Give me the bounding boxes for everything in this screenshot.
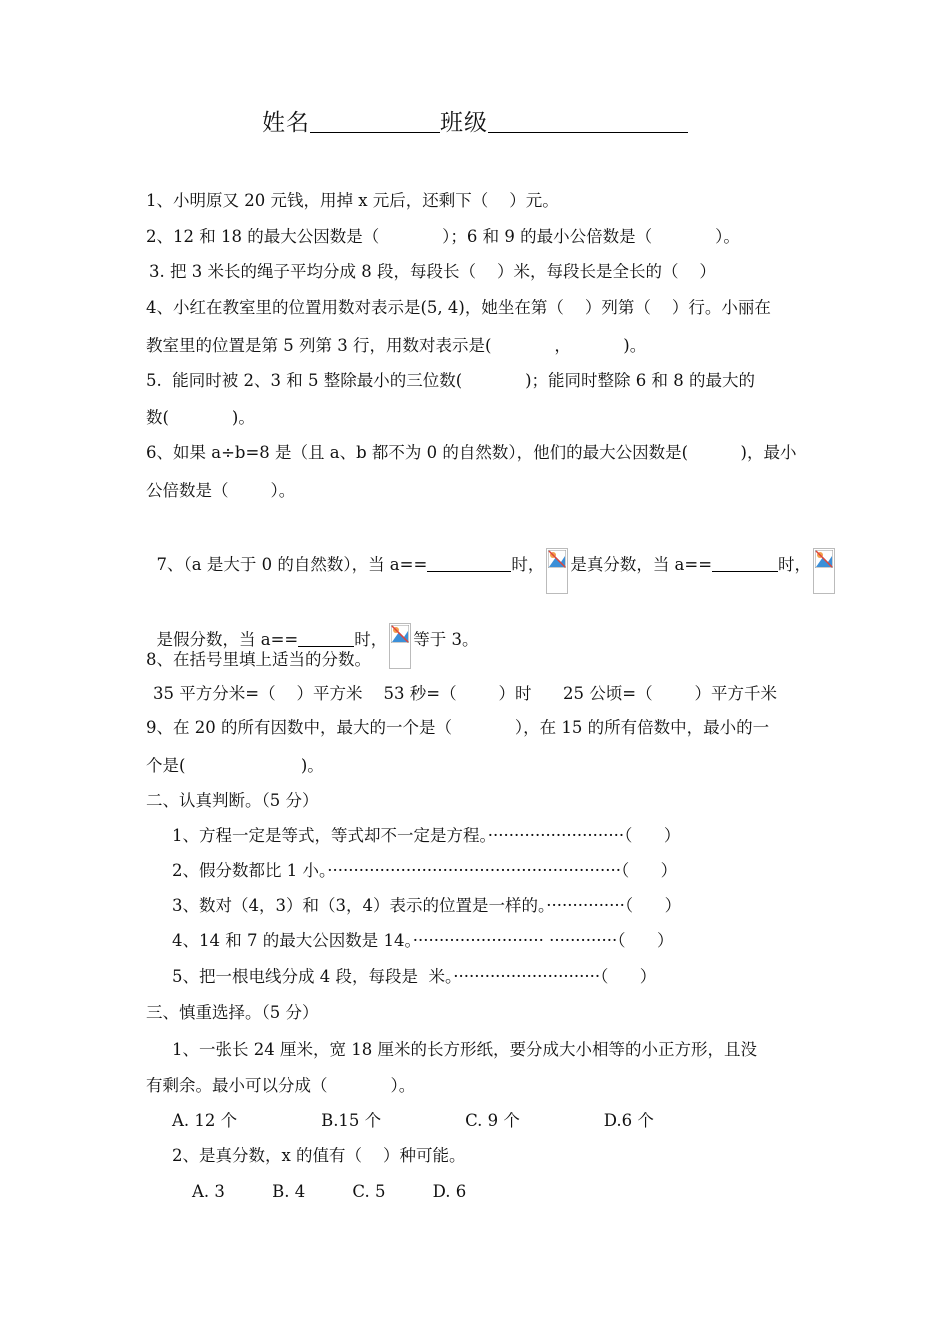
name-blank[interactable] <box>310 108 440 133</box>
fraction-image-icon <box>546 548 568 594</box>
section-2-heading: 二、认真判断。（5 分） <box>146 791 319 810</box>
page-title <box>0 104 950 137</box>
fraction-image-icon <box>813 548 835 594</box>
choice-2: 2、是真分数，x 的值有（ ）种可能。 <box>172 1146 466 1165</box>
question-3: 3. 把 3 米长的绳子平均分成 8 段，每段长（ ）米，每段长是全长的（ ） <box>149 262 716 281</box>
q7-text-6: 时， <box>354 630 388 649</box>
question-8: 8、在括号里填上适当的分数。 <box>146 650 371 669</box>
fraction-image-icon <box>389 623 411 669</box>
class-label: 班级 <box>440 110 488 136</box>
class-blank[interactable] <box>488 108 688 133</box>
judge-5: 5、把一根电线分成 4 段，每段是 米。····························（ ） <box>172 967 657 986</box>
q7-text-3: 是真分数，当 a== <box>570 555 713 574</box>
judge-4: 4、14 和 7 的最大公因数是 14。························· ·············（ ） <box>172 931 674 950</box>
choice-1-line-1: 1、一张长 24 厘米，宽 18 厘米的长方形纸，要分成大小相等的小正方形，且没 <box>172 1040 757 1059</box>
judge-1: 1、方程一定是等式，等式却不一定是方程。··························（ ） <box>172 826 681 845</box>
judge-3: 3、数对（4，3）和（3，4）表示的位置是一样的。···············（ ） <box>172 896 682 915</box>
judge-2: 2、假分数都比 1 小。························································（ ） <box>172 861 678 880</box>
q7-blank-1[interactable] <box>427 553 511 572</box>
question-6-line-2: 公倍数是（ ）。 <box>146 481 296 500</box>
q7-text-5: 是假分数，当 a== <box>156 630 299 649</box>
choice-1-options: A. 12 个 B.15 个 C. 9 个 D.6 个 <box>172 1111 654 1130</box>
q7-blank-2[interactable] <box>712 553 778 572</box>
question-1: 1、小明原又 20 元钱，用掉 x 元后，还剩下（ ）元。 <box>146 191 559 210</box>
q7-text-7: 等于 3。 <box>413 630 479 649</box>
question-7-line-1 <box>146 526 837 594</box>
q7-blank-3[interactable] <box>298 628 354 647</box>
question-5-line-2: 数( )。 <box>146 408 255 427</box>
choice-1-line-2: 有剩余。最小可以分成（ ）。 <box>146 1076 416 1095</box>
question-4-line-1: 4、小红在教室里的位置用数对表示是(5, 4)，她坐在第（ ）列第（ ）行。小丽在 <box>146 298 771 317</box>
question-2: 2、12 和 18 的最大公因数是（ ）；6 和 9 的最小公倍数是（ ）。 <box>146 227 740 246</box>
name-label: 姓名 <box>262 110 310 136</box>
q7-text-4: 时， <box>778 555 812 574</box>
question-9-line-2: 个是( )。 <box>146 756 324 775</box>
question-4-line-2: 教室里的位置是第 5 列第 3 行，用数对表示是( ， )。 <box>146 336 647 355</box>
question-5-line-1: 5. 能同时被 2、3 和 5 整除最小的三位数( )；能同时整除 6 和 8 的最大的 <box>146 371 755 390</box>
choice-2-options: A. 3 B. 4 C. 5 D. 6 <box>192 1182 467 1201</box>
q7-text-2: 时， <box>511 555 545 574</box>
question-6-line-1: 6、如果 a÷b=8 是（且 a、b 都不为 0 的自然数），他们的最大公因数是( )，最小 <box>146 443 797 462</box>
q7-text-1: 7、（a 是大于 0 的自然数），当 a== <box>156 555 428 574</box>
section-3-heading: 三、慎重选择。（5 分） <box>146 1003 319 1022</box>
question-8-items: 35 平方分米=（ ）平方米 53 秒=（ ）时 25 公顷=（ ）平方千米 <box>153 684 778 703</box>
question-9-line-1: 9、在 20 的所有因数中，最大的一个是（ ），在 15 的所有倍数中，最小的一 <box>146 718 770 737</box>
